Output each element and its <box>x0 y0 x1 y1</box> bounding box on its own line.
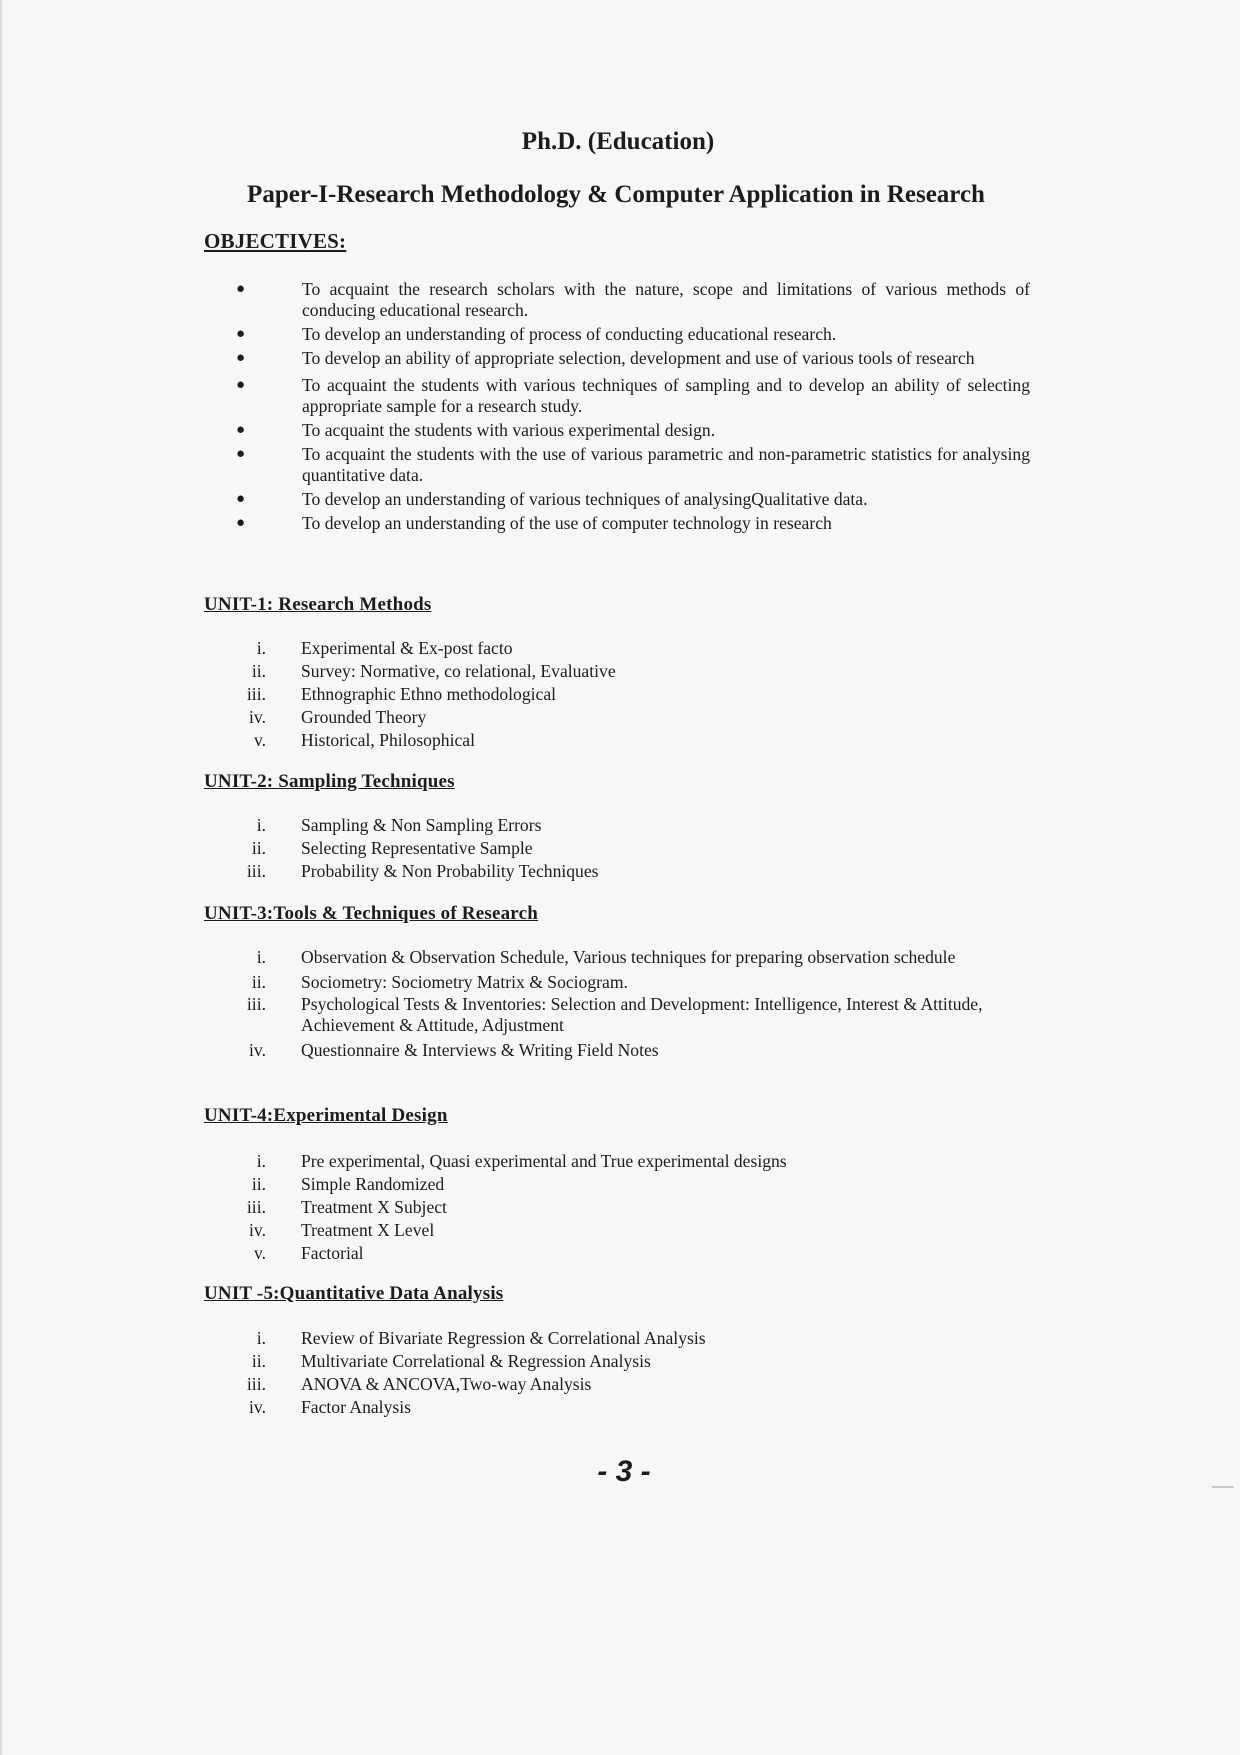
objective-item: ● To develop an understanding of various techniques of analysingQualitative data. <box>236 489 868 509</box>
objectives-heading: OBJECTIVES: <box>204 229 347 253</box>
objective-item: ● To acquaint the research scholars with the nature, scope and limitations of various methods of conducing educational research. <box>236 279 1030 320</box>
objectives-list <box>0 279 1240 534</box>
objective-item: ● To develop an understanding of the use of computer technology in research <box>236 513 832 533</box>
list-item: iii. Ethnographic Ethno methodological <box>246 684 557 704</box>
list-item: iv. Factor Analysis <box>249 1397 411 1417</box>
list-item: iii. Probability & Non Probability Techniques <box>246 861 599 881</box>
list-item: ii. Multivariate Correlational & Regression Analysis <box>251 1351 651 1371</box>
bullet-icon: ● <box>236 326 246 342</box>
list-item: v. Factorial <box>253 1243 364 1263</box>
bullet-icon: ● <box>236 446 246 462</box>
list-item: ii. Survey: Normative, co relational, Evaluative <box>251 661 616 681</box>
list-item: i. Review of Bivariate Regression & Correlational Analysis <box>256 1328 706 1348</box>
list-item: iv. Treatment X Level <box>249 1220 435 1240</box>
list-item: iii. Treatment X Subject <box>246 1197 447 1217</box>
unit-2-heading: UNIT-2: Sampling Techniques <box>204 771 455 792</box>
list-item: v. Historical, Philosophical <box>253 730 475 750</box>
list-item: i. Experimental & Ex-post facto <box>256 638 513 658</box>
objective-item: ● To acquaint the students with various techniques of sampling and to develop an ability of selecting appropriate sample for a research study. <box>236 375 1030 416</box>
list-item: iv. Questionnaire & Interviews & Writing Field Notes <box>249 1040 659 1060</box>
list-item: ii. Selecting Representative Sample <box>251 838 533 858</box>
unit-4-list <box>0 1150 1240 1265</box>
scan-edge <box>0 0 2 1755</box>
bullet-icon: ● <box>236 515 246 531</box>
list-item: ii. Simple Randomized <box>251 1174 445 1194</box>
unit-5-list <box>0 1327 1240 1419</box>
list-item: i. Sampling & Non Sampling Errors <box>256 815 542 835</box>
list-item: i. Pre experimental, Quasi experimental and True experimental designs <box>256 1151 787 1171</box>
bullet-icon: ● <box>236 377 246 393</box>
list-item: iii. ANOVA & ANCOVA,Two-way Analysis <box>246 1374 592 1394</box>
bullet-icon: ● <box>236 350 246 366</box>
unit-1-heading: UNIT-1: Research Methods <box>204 594 432 615</box>
bullet-icon: ● <box>236 422 246 438</box>
unit-5-heading: UNIT -5:Quantitative Data Analysis <box>204 1283 504 1304</box>
unit-1-list <box>0 637 1240 752</box>
page-number: - 3 - <box>597 1455 651 1488</box>
bullet-icon: ● <box>236 281 246 297</box>
unit-3-heading: UNIT-3:Tools & Techniques of Research <box>204 903 538 924</box>
objective-item: ● To develop an understanding of process of conducting educational research. <box>236 324 837 344</box>
objective-item: ● To acquaint the students with the use of various parametric and non-parametric statistics for analysing quantitative data. <box>236 444 1030 485</box>
list-item: i. Observation & Observation Schedule, Various techniques for preparing observation schedule <box>256 947 956 967</box>
objective-item: ● To acquaint the students with various experimental design. <box>236 420 716 440</box>
unit-3-list <box>0 947 1240 1062</box>
scan-mark <box>1212 1486 1234 1488</box>
bullet-icon: ● <box>236 491 246 507</box>
paper-title: Paper-I-Research Methodology & Computer Application in Research <box>247 181 985 208</box>
objective-item: ● To develop an ability of appropriate selection, development and use of various tools of research <box>236 348 975 368</box>
list-item: ii. Sociometry: Sociometry Matrix & Sociogram. <box>251 972 628 992</box>
unit-2-list <box>0 814 1240 883</box>
list-item: iii. Psychological Tests & Inventories: Selection and Development: Intelligence, Interest & Attitude, Achievement & Attitude, Adjustment <box>246 994 983 1035</box>
document-title: Ph.D. (Education) <box>521 128 715 155</box>
list-item: iv. Grounded Theory <box>249 707 427 727</box>
unit-4-heading: UNIT-4:Experimental Design <box>204 1105 448 1126</box>
